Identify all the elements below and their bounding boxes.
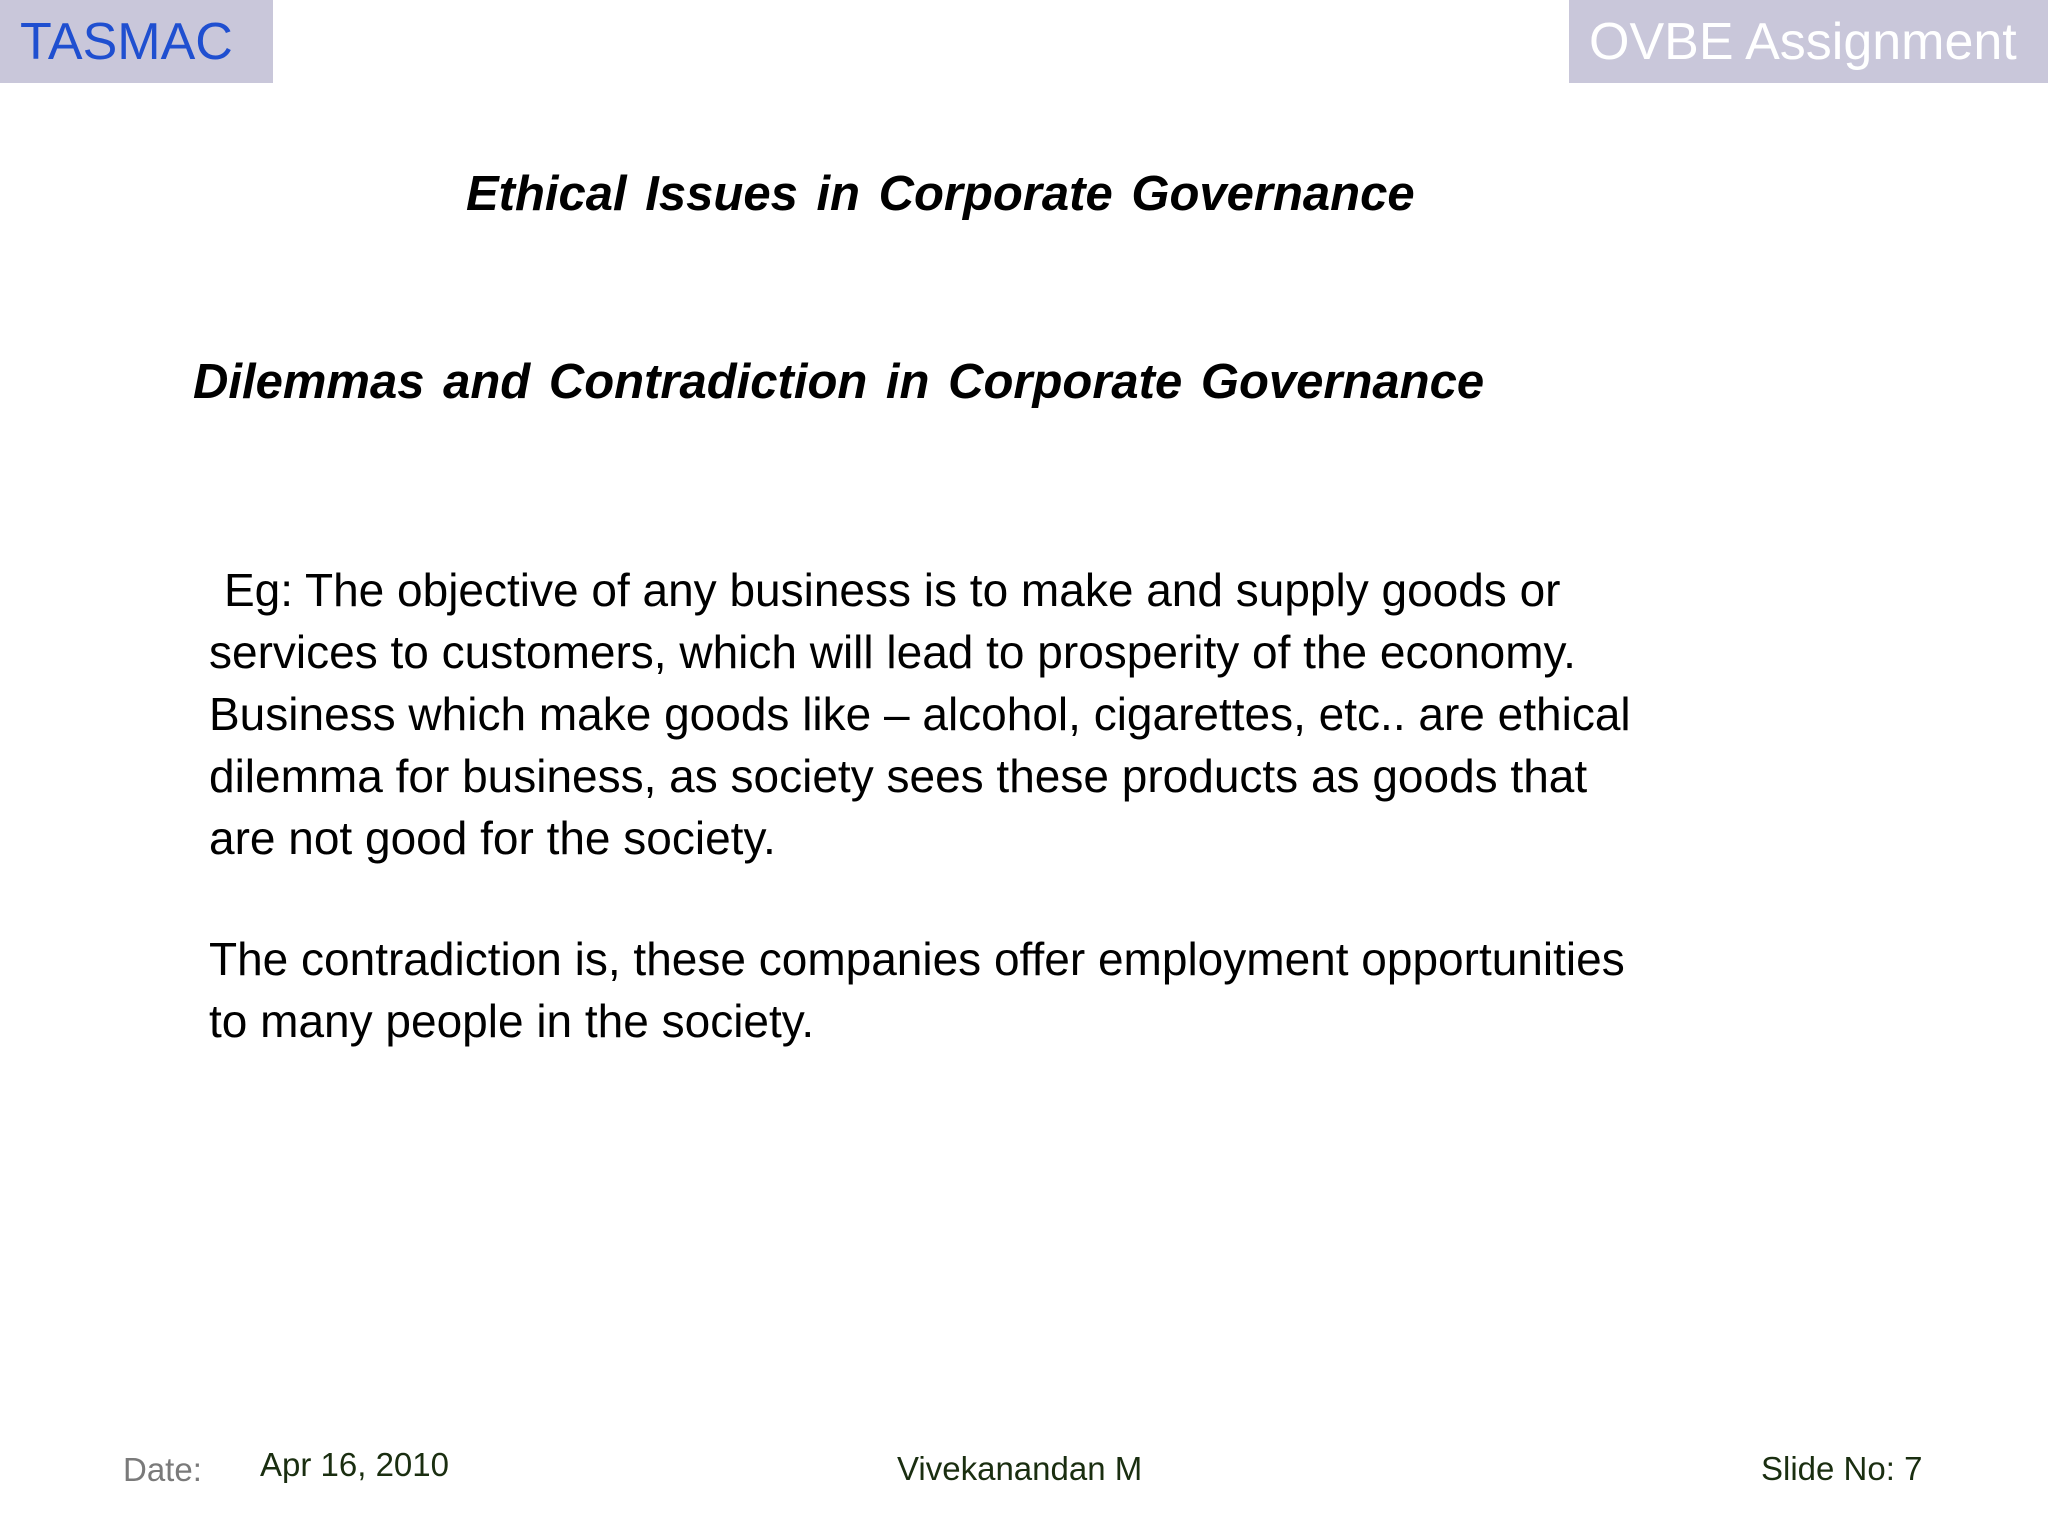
body-paragraph-example [209,559,1631,869]
body-paragraph-contradiction [209,928,1625,1052]
body-line: The contradiction is, these companies offer employment opportunities [209,933,1625,985]
body-line: to many people in the society. [209,995,815,1047]
footer-author: Vivekanandan M [897,1450,1143,1487]
body-line: dilemma for business, as society sees these products as goods that [209,750,1588,802]
body-line: Business which make goods like – alcohol, cigarettes, etc.. are ethical [209,688,1631,740]
body-line: services to customers, which will lead to prosperity of the economy. [209,626,1576,678]
header-tab-assignment [1569,0,2048,83]
body-line: Eg: The objective of any business is to make and supply goods or [224,564,1561,616]
header-tab-tasmac-label: TASMAC [20,12,233,71]
body-line: are not good for the society. [209,812,776,864]
header-tab-assignment-label: OVBE Assignment [1589,12,2017,71]
slide-subtitle: Dilemmas and Contradiction in Corporate Governance [193,355,1485,409]
footer-slide-number: Slide No: 7 [1761,1450,1923,1487]
footer-date-value: Apr 16, 2010 [260,1446,449,1483]
header-tab-tasmac [0,0,273,83]
slide-title: Ethical Issues in Corporate Governance [466,167,1415,221]
footer-date-label: Date: [123,1451,202,1488]
